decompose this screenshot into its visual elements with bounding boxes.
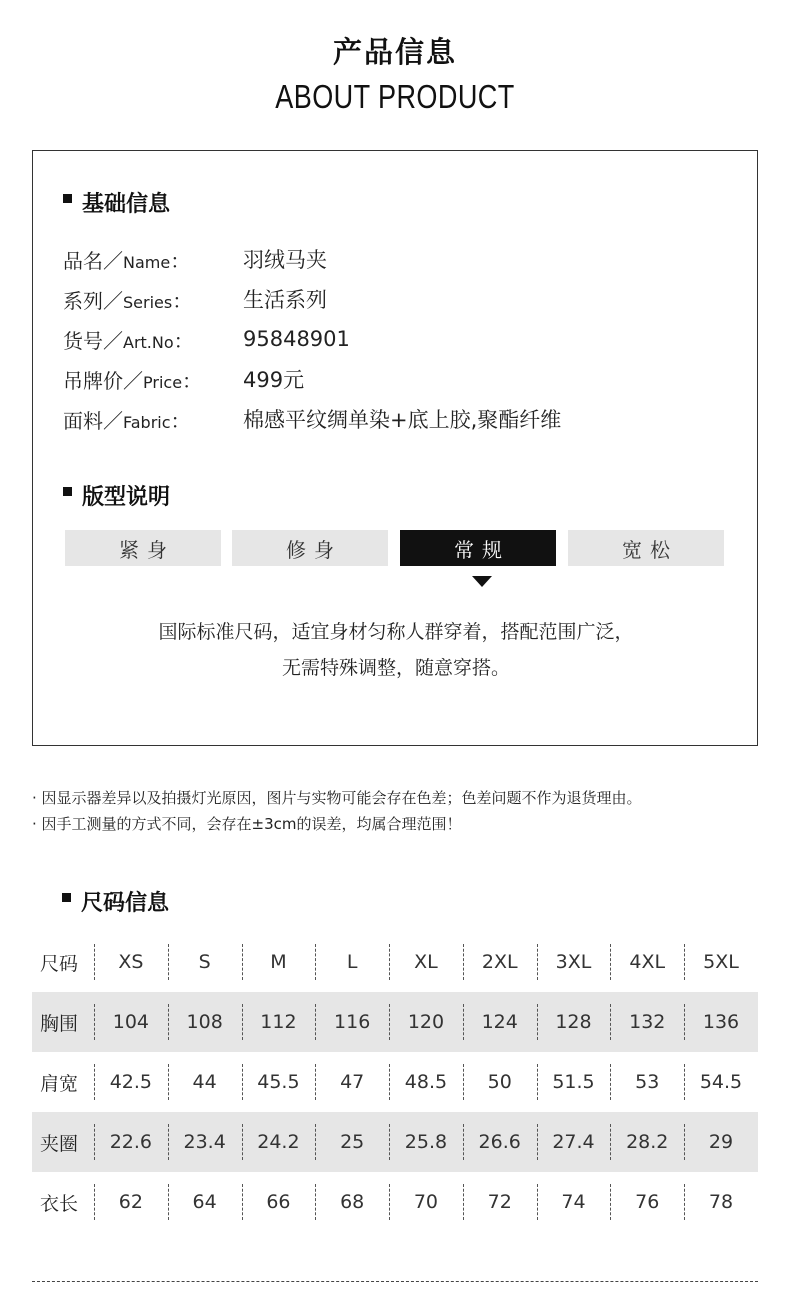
row-label: 胸围 [40,1012,79,1035]
square-bullet-icon [63,487,72,496]
triangle-down-icon [472,576,492,587]
info-label: 吊牌价／Price： [63,368,203,393]
table-cell: 50 [463,1052,537,1112]
table-cell: 47 [315,1052,389,1112]
note-measure-error: · 因手工测量的方式不同，会存在±3cm的误差，均属合理范围！ [32,815,462,833]
info-label: 品名／Name： [63,248,191,273]
size-col-header: 4XL [610,932,684,992]
size-header-label: 尺码 [40,952,79,975]
note-color-difference: · 因显示器差异以及拍摄灯光原因，图片与实物可能会存在色差；色差问题不作为退货理由。 [32,789,642,807]
table-cell: 53 [610,1052,684,1112]
table-cell: 45.5 [242,1052,316,1112]
page-title-cn: 产品信息 [332,35,457,69]
info-value: 499元 [243,368,305,392]
fit-description: 国际标准尺码，适宜身材匀称人群穿着，搭配范围广泛， 无需特殊调整，随意穿搭。 [158,621,634,679]
table-cell: 74 [537,1172,611,1232]
table-cell: 24.2 [242,1112,316,1172]
table-cell: 62 [94,1172,168,1232]
table-cell: 48.5 [389,1052,463,1112]
table-cell: 25.8 [389,1112,463,1172]
table-cell: 66 [242,1172,316,1232]
table-row [32,1172,758,1232]
info-row-name [63,243,327,275]
table-row [32,992,758,1052]
fit-option-slim: 修身 [232,530,388,566]
row-label: 夹圈 [40,1132,79,1155]
info-label: 货号／Art.No： [63,328,194,353]
table-cell: 70 [389,1172,463,1232]
table-row [32,1112,758,1172]
table-row [32,1052,758,1112]
table-cell: 51.5 [537,1052,611,1112]
table-cell: 68 [315,1172,389,1232]
table-cell: 22.6 [94,1112,168,1172]
size-col-header: M [242,932,316,992]
fit-option-tight: 紧身 [65,530,221,566]
table-cell: 42.5 [94,1052,168,1112]
table-cell: 72 [463,1172,537,1232]
fit-option-loose: 宽松 [568,530,724,566]
table-cell: 104 [94,992,168,1052]
basic-info-heading [63,187,170,218]
size-heading-text: 尺码信息 [81,891,170,916]
table-cell: 124 [463,992,537,1052]
table-cell: 108 [168,992,242,1052]
size-heading [62,886,169,917]
table-cell: 64 [168,1172,242,1232]
info-row-price [63,363,304,395]
table-cell: 112 [242,992,316,1052]
size-col-header: 3XL [537,932,611,992]
size-col-header: S [168,932,242,992]
row-label: 衣长 [40,1192,79,1215]
info-value: 生活系列 [243,288,327,312]
table-cell: 25 [315,1112,389,1172]
info-value: 95848901 [243,327,350,351]
fit-heading [63,480,170,511]
info-label: 系列／Series： [63,288,193,313]
info-value: 羽绒马夹 [243,248,327,272]
table-cell: 116 [315,992,389,1052]
table-cell: 44 [168,1052,242,1112]
table-cell: 120 [389,992,463,1052]
table-cell: 78 [684,1172,758,1232]
info-row-series [63,283,327,315]
page-title-en: ABOUT PRODUCT [275,78,515,115]
table-cell: 26.6 [463,1112,537,1172]
size-col-header: XS [94,932,168,992]
product-info-box [32,150,758,746]
size-col-header: 5XL [684,932,758,992]
bottom-divider [32,1281,758,1282]
square-bullet-icon [63,194,72,203]
table-cell: 128 [537,992,611,1052]
table-cell: 23.4 [168,1112,242,1172]
table-cell: 28.2 [610,1112,684,1172]
size-col-header: XL [389,932,463,992]
info-label: 面料／Fabric： [63,408,191,433]
basic-info-heading-text: 基础信息 [82,192,171,217]
info-value: 棉感平纹绸单染+底上胶,聚酯纤维 [243,408,562,432]
table-cell: 76 [610,1172,684,1232]
size-col-header: L [315,932,389,992]
size-header-row [32,932,758,992]
table-cell: 27.4 [537,1112,611,1172]
info-row-fabric [63,403,561,435]
fit-option-regular: 常规 [400,530,556,566]
square-bullet-icon [62,893,71,902]
table-cell: 54.5 [684,1052,758,1112]
table-cell: 132 [610,992,684,1052]
fit-heading-text: 版型说明 [82,485,171,510]
info-row-art-no [63,323,350,355]
size-table [32,932,758,1232]
size-col-header: 2XL [463,932,537,992]
table-cell: 136 [684,992,758,1052]
row-label: 肩宽 [40,1072,79,1095]
table-cell: 29 [684,1112,758,1172]
